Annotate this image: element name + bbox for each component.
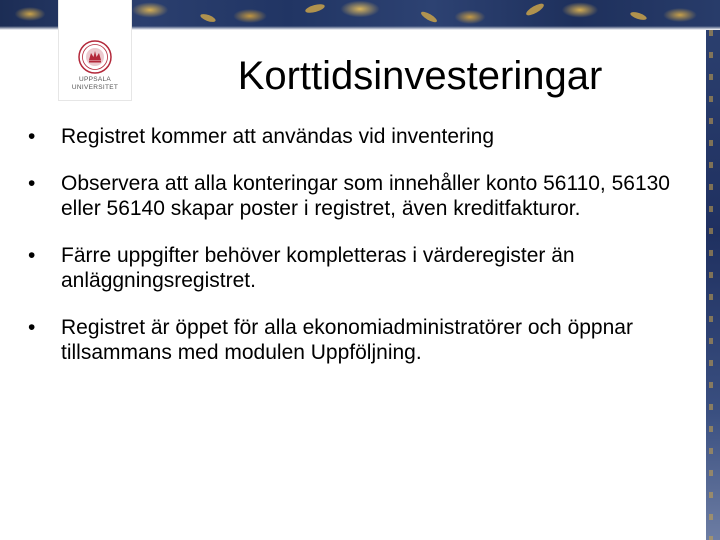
bullet-list bbox=[28, 124, 700, 387]
bullet-dot-icon: • bbox=[28, 244, 36, 267]
laurel-leaf bbox=[420, 10, 439, 24]
university-seal-icon bbox=[78, 40, 112, 74]
bullet-item bbox=[28, 243, 700, 293]
university-logo bbox=[58, 0, 132, 101]
logo-text-line1: UPPSALA bbox=[78, 76, 112, 83]
laurel-leaf bbox=[525, 1, 546, 17]
laurel-leaf bbox=[629, 11, 647, 22]
bullet-text: Observera att alla konteringar som innehåller konto 56110, 56130 eller 56140 skapar poster i registret, även kreditfakturor. bbox=[61, 172, 670, 220]
laurel-leaf bbox=[199, 12, 216, 23]
bullet-dot-icon: • bbox=[28, 125, 36, 148]
bullet-item bbox=[28, 124, 700, 149]
bullet-item bbox=[28, 315, 700, 365]
bullet-text: Färre uppgifter behöver kompletteras i värderegister än anläggningsregistret. bbox=[61, 244, 575, 292]
laurel-leaf bbox=[304, 3, 325, 15]
slide-title: Korttidsinvesteringar bbox=[237, 54, 603, 98]
bullet-text: Registret kommer att användas vid inventering bbox=[61, 125, 495, 148]
bullet-item bbox=[28, 171, 700, 221]
bullet-dot-icon: • bbox=[28, 172, 36, 195]
bullet-text: Registret är öppet för alla ekonomiadministratörer och öppnar tillsammans med modulen Uppföljning. bbox=[61, 316, 633, 364]
decorative-side-bar bbox=[706, 30, 720, 540]
logo-text-line2: UNIVERSITET bbox=[71, 84, 119, 91]
bullet-dot-icon: • bbox=[28, 316, 36, 339]
